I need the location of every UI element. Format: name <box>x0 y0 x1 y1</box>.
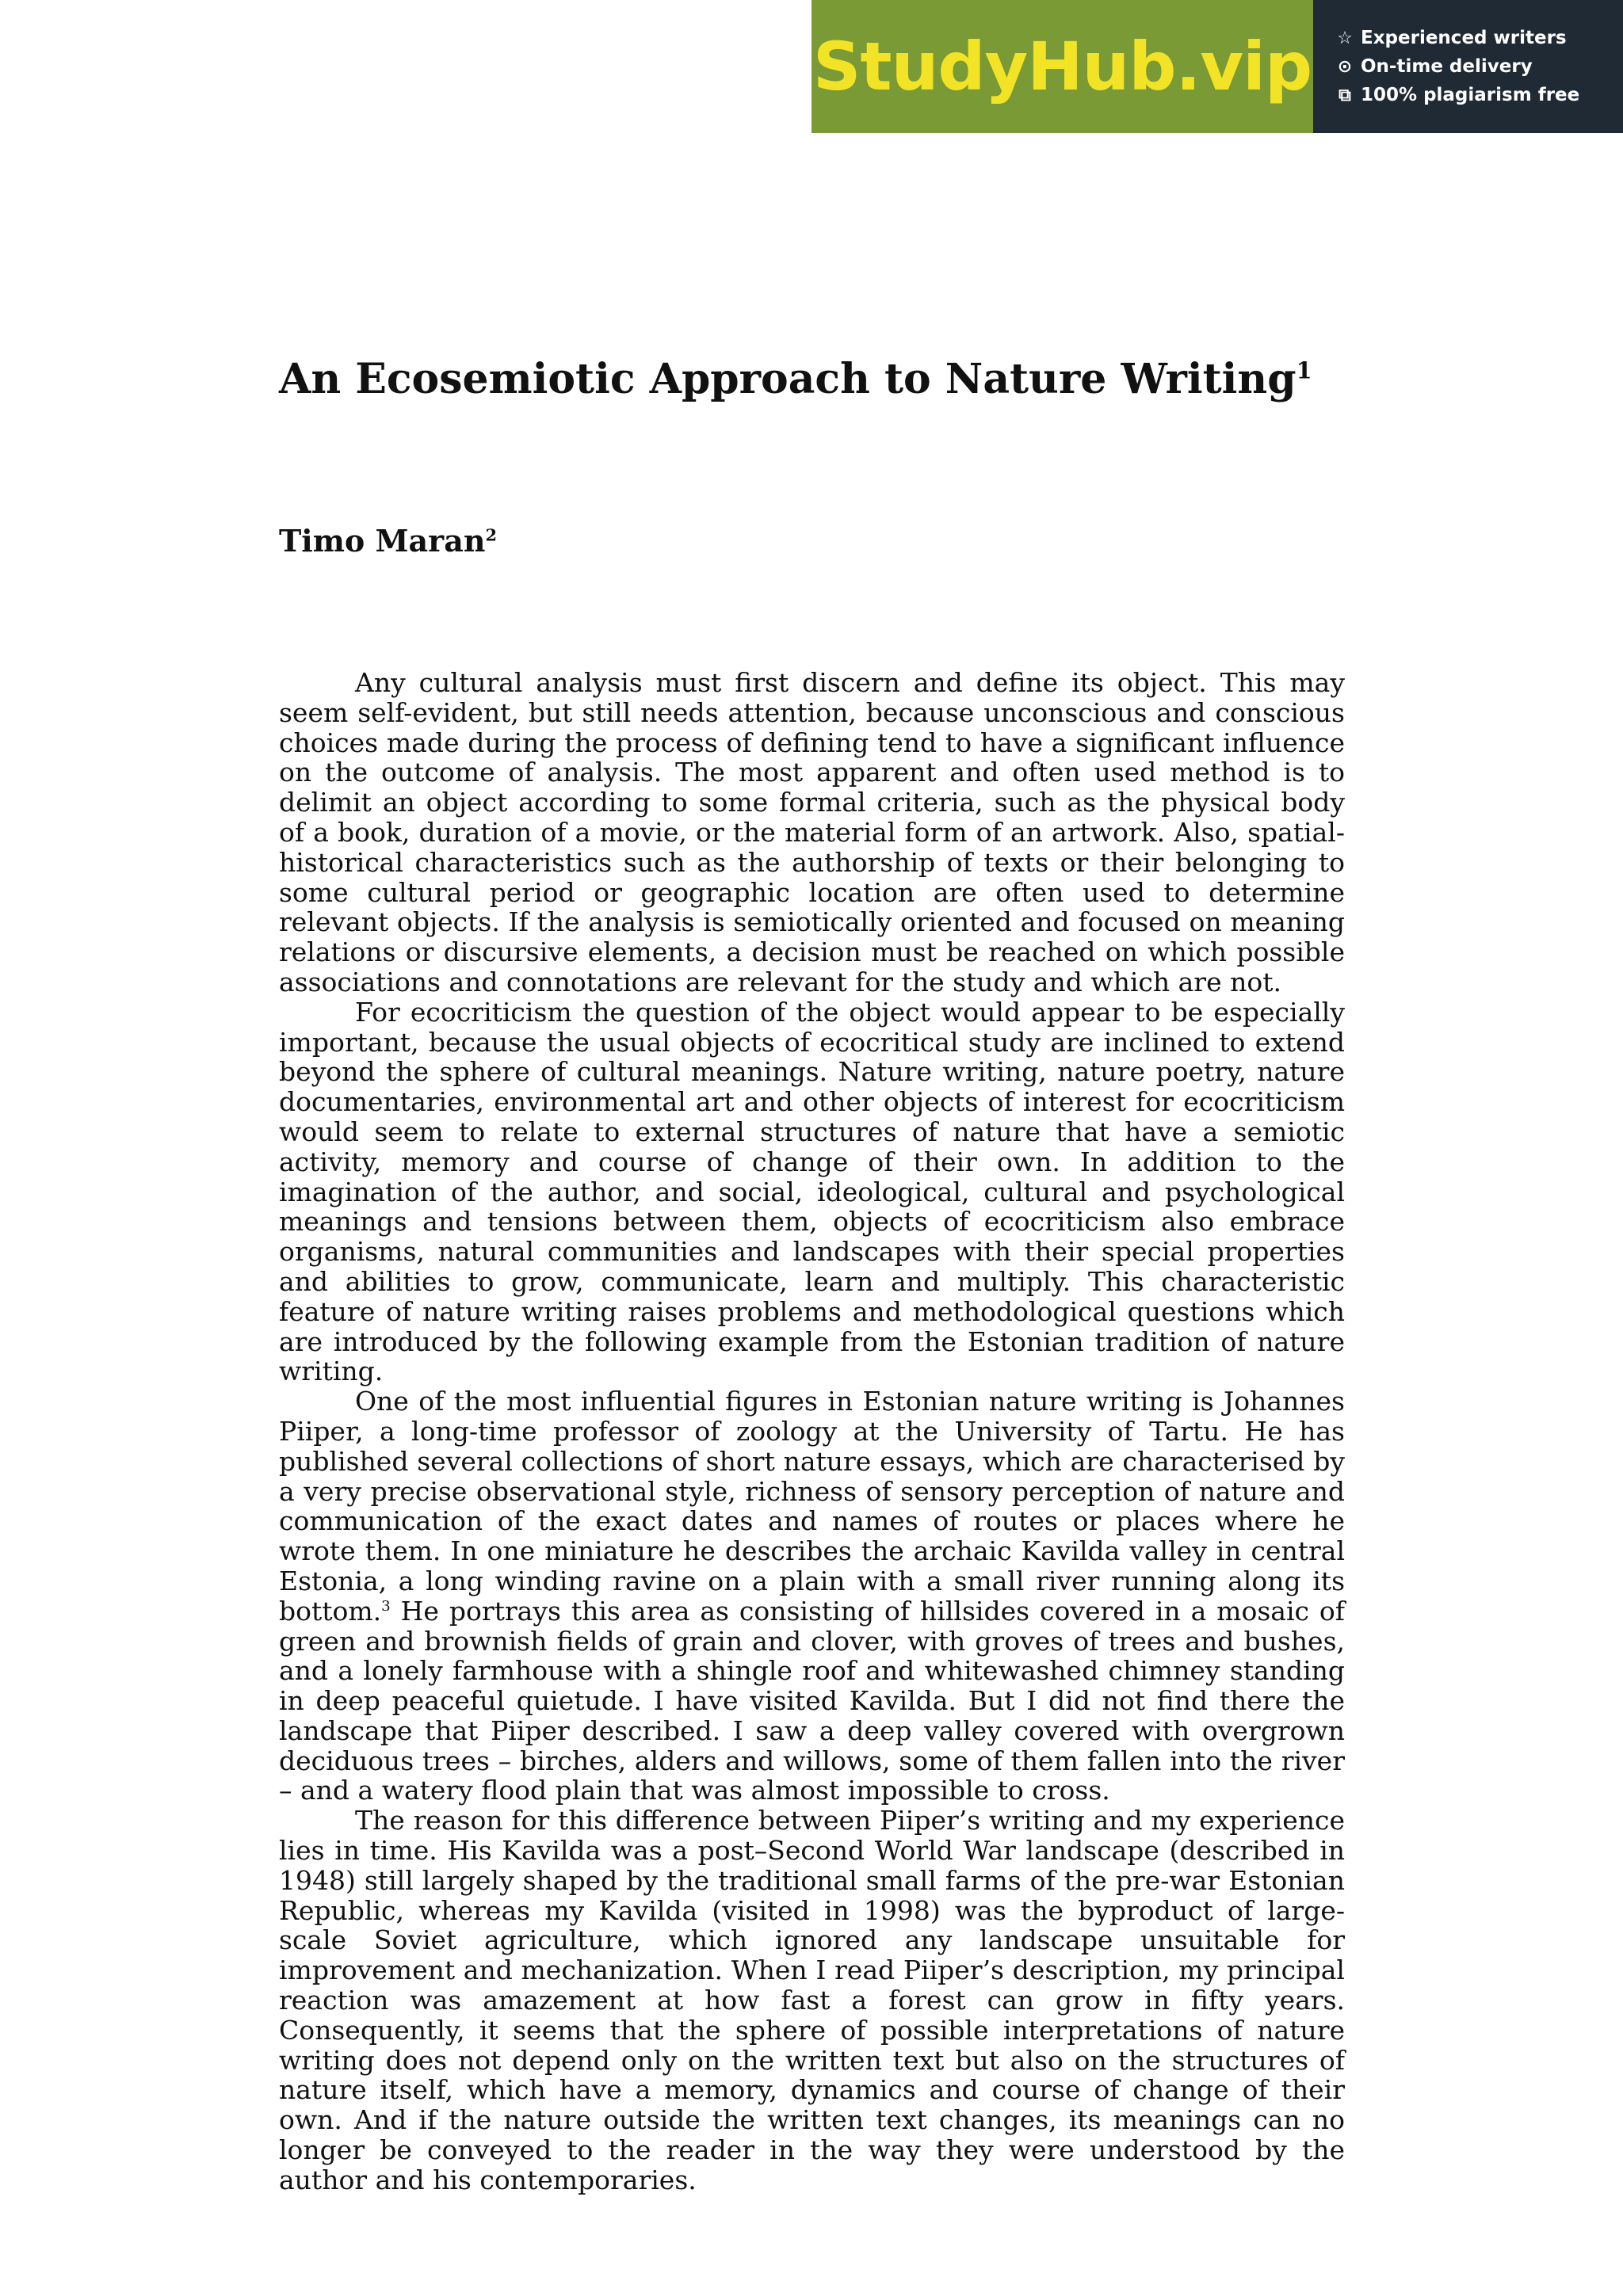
feature-plagiarism-free <box>1335 85 1623 105</box>
clock-icon: ⊙ <box>1337 56 1353 77</box>
paragraph: Any cultural analysis must first discern and define its object. This may seem self-evident, but still needs attention, because unconscious and conscious choices made during the process of defining tend to have a significant influence on the outcome of analysis. The most apparent and often used method is to delimit an object according to some formal criteria, such as the physical body of a book, duration of a movie, or the material form of an artwork. Also, spatial-historical characteristics such as the authorship of texts or their belonging to some cultural period or geographic location are often used to determine relevant objects. If the analysis is semiotically oriented and focused on meaning relations or discursive elements, a decision must be reached on which possible associations and connotations are relevant for the study and which are not. <box>279 667 1345 997</box>
feature-label: Experienced writers <box>1361 28 1567 48</box>
brand-panel[interactable] <box>812 0 1313 133</box>
author-text: Timo Maran <box>279 523 486 559</box>
feature-list <box>1313 0 1623 133</box>
article-body <box>279 668 1345 2195</box>
feature-label: On-time delivery <box>1361 56 1533 77</box>
promo-banner[interactable] <box>812 0 1623 133</box>
page-title <box>279 355 1312 403</box>
paragraph <box>279 1386 1345 1806</box>
feature-label: 100% plagiarism free <box>1361 85 1580 105</box>
author-footnote-marker: 2 <box>485 524 497 545</box>
brand-logo[interactable]: StudyHub.vip <box>812 28 1312 105</box>
copy-icon: ⧉ <box>1338 85 1351 105</box>
title-text: An Ecosemiotic Approach to Nature Writing <box>279 355 1296 403</box>
author-name <box>279 523 497 559</box>
footnote-marker: 3 <box>381 1597 391 1615</box>
feature-experienced-writers <box>1335 28 1623 48</box>
paragraph-text: One of the most influential figures in Estonian nature writing is Johannes Piiper, a long-time professor of zoology at the University of Tartu. He has published several collections of short nature essays, which are characterised by a very precise observational style, richness of sensory perception of nature and communication of the exact dates and names of routes or places where he wrote them. In one miniature he describes the archaic Kavilda valley in central Estonia, a long winding ravine on a plain with a small river running along its bottom. <box>279 1386 1345 1627</box>
paragraph: For ecocriticism the question of the object would appear to be especially important, because the usual objects of ecocritical study are inclined to extend beyond the sphere of cultural meanings. Nature writing, nature poetry, nature documentaries, environmental art and other objects of interest for ecocriticism would seem to relate to external structures of nature that have a semiotic activity, memory and course of change of their own. In addition to the imagination of the author, and social, ideological, cultural and psychological meanings and tensions between them, objects of ecocriticism also embrace organisms, natural communities and landscapes with their special properties and abilities to grow, communicate, learn and multiply. This characteristic feature of nature writing raises problems and methodological questions which are introduced by the following example from the Estonian tradition of nature writing. <box>279 996 1345 1387</box>
feature-on-time-delivery <box>1335 56 1623 77</box>
paragraph-text: He portrays this area as consisting of hillsides covered in a mosaic of green and brownish fields of grain and clover, with groves of trees and bushes, and a lonely farmhouse with a shingle roof and whitewashed chimney standing in deep peaceful quietude. I have visited Kavilda. But I did not find there the landscape that Piiper described. I saw a deep valley covered with overgrown deciduous trees – birches, alders and willows, some of them fallen into the river – and a watery flood plain that was almost impossible to cross. <box>279 1595 1345 1806</box>
star-icon: ☆ <box>1337 28 1353 48</box>
title-footnote-marker: 1 <box>1296 357 1312 384</box>
paragraph: The reason for this difference between Piiper’s writing and my experience lies in time. His Kavilda was a post–Second World War landscape (described in 1948) still largely shaped by the traditional small farms of the pre-war Estonian Republic, whereas my Kavilda (visited in 1998) was the byproduct of large-scale Soviet agriculture, which ignored any landscape unsuitable for improvement and mechanization. When I read Piiper’s description, my principal reaction was amazement at how fast a forest can grow in fifty years. Consequently, it seems that the sphere of possible interpretations of nature writing does not depend only on the written text but also on the structures of nature itself, which have a memory, dynamics and course of change of their own. And if the nature outside the written text changes, its meanings can no longer be conveyed to the reader in the way they were understood by the author and his contemporaries. <box>279 1805 1345 2195</box>
